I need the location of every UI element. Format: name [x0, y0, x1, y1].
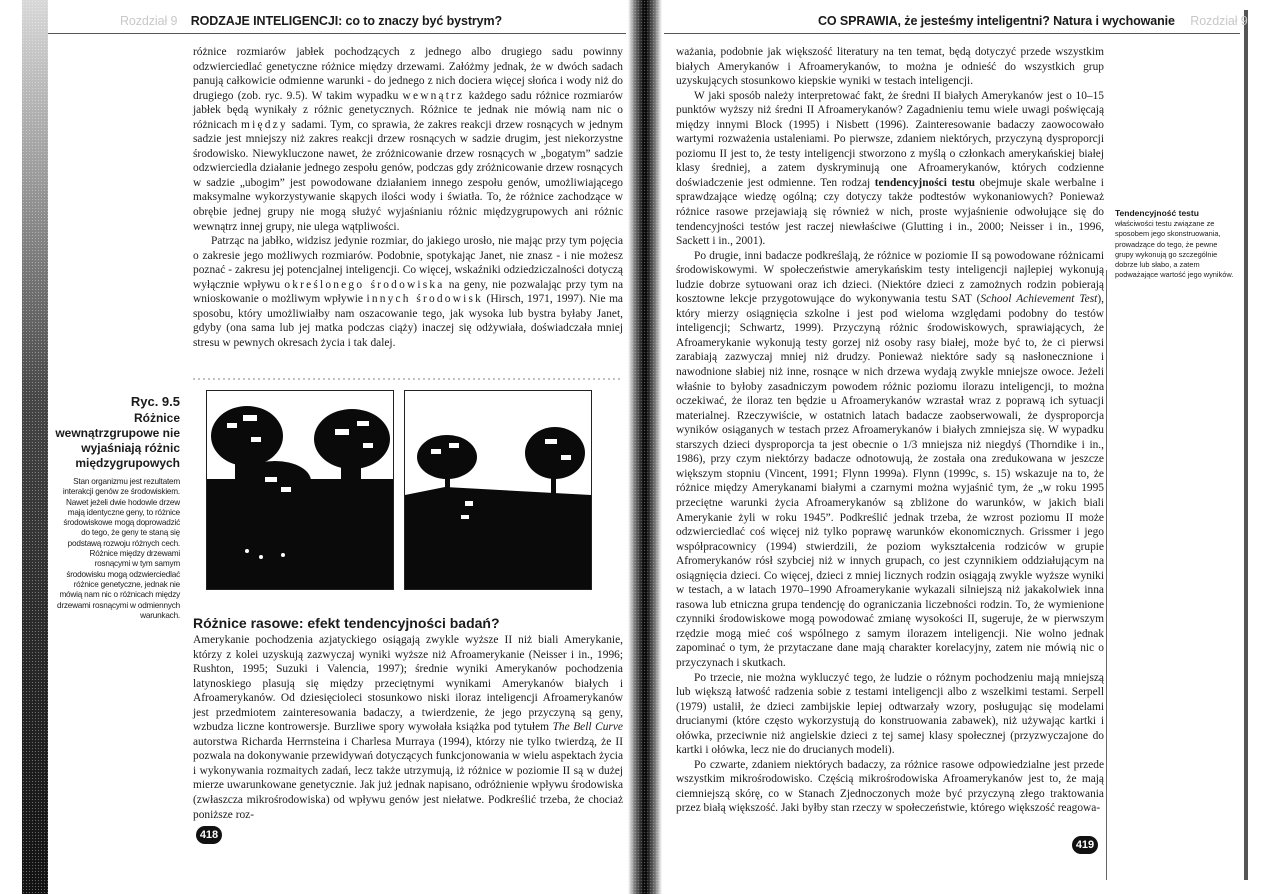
glossary-term: Tendencyjność testu [1115, 208, 1199, 218]
chapter-label: Rozdział 9 [1190, 14, 1248, 28]
glossary-term-inline: tendencyjności testu [874, 176, 975, 189]
running-header-left [120, 14, 502, 28]
section-heading: Różnice rasowe: efekt tendencyjności badań? [193, 615, 500, 631]
book-spine-gutter [628, 0, 662, 894]
header-rule-right [664, 33, 1240, 34]
tree-illustration-icon [207, 391, 393, 589]
emphasis-spaced: wewnątrz [402, 89, 465, 102]
left-page-body-top [193, 45, 623, 350]
right-page-body [676, 45, 1104, 816]
page-number-right: 419 [1072, 836, 1098, 854]
glossary-margin-rule [1106, 270, 1107, 880]
paragraph: różnice rozmiarów jabłek pochodzących z jednego albo drugiego sadu powinny odzwierciedlać genetyczne różnice między drzewami. Załóżmy jednak, że w dwóch sadach panują całkowicie odmienne warunki - do jednego z nich dociera więcej słońca i wody niż do drugiego (zob. ryc. 9.5). W takim wypadku wewnątrz każdego sadu różnice rozmiarów jabłek będą wynikały z różnic genetycznych. Różnice te jednak nie mówią nam nic o różnicach między sadami. Tym, co sprawia, że zakres reakcji drzew rosnących w jednym sadzie jest mniejszy niż zakres reakcji drzew rosnących w sadzie drugim, jest niekorzystne środowisko. Niewykluczone nawet, że zróżnicowanie drzew rosnących w „bogatym” sadzie odzwierciedla działanie jednego zespołu genów, podczas gdy zróżnicowanie drzew rosnących w sadzie „ubogim” jest powodowane działaniem innego zespołu genów, umożliwiającego maksymalne wykorzystywanie skąpych ilości wody i światła. To, że różnice zachodzące w obrębie jednej grupy nie mogą służyć wyjaśnianiu różnic międzygrupowych ani różnic wewnątrz innej grupy, nie ulega wątpliwości. [193, 46, 623, 233]
tree-illustration-icon [405, 391, 591, 589]
test-name: School Achievement Test [980, 293, 1098, 306]
left-page-body-bottom [193, 633, 623, 822]
paragraph: Patrząc na jabłko, widzisz jedynie rozmiar, do jakiego urosło, nie mając przy tym pojęcia o zakresie jego możliwych rozmiarów. Podobnie, spotykając Janet, nie znasz - i nie możesz poznać - zakresu jej potencjalnej inteligencji. Co więcej, wskaźniki odziedziczalności dotyczą wyłącznie wpływu określonego środowiska na geny, nie pozwalając przy tym na wnioskowanie o możliwym wpływie innych środowisk (Hirsch, 1971, 1997). Nie ma sposobu, który umożliwiałby nam oszacowanie tego, jak wysoka lub bystra byłaby Janet, gdyby (ona sama lub jej matka podczas ciąży) inaczej się odżywiała, doświadczała mniej stresu w pewnych okresach życia i tak dalej. [193, 235, 623, 349]
emphasis-spaced: między [241, 118, 288, 131]
emphasis-spaced: określonego środowiska [284, 278, 445, 291]
scan-left-edge-shadow [22, 0, 48, 894]
chapter-title: RODZAJE INTELIGENCJI: co to znaczy być bystrym? [190, 14, 503, 28]
glossary-box [1115, 208, 1235, 281]
section-title: CO SPRAWIA, że jesteśmy inteligentni? Natura i wychowanie [818, 14, 1175, 28]
paragraph: Po trzecie, nie można wykluczyć tego, że ludzie o różnym pochodzeniu mają mniejszą lub większą łatwość radzenia sobie z testami inteligencji albo z wszelkimi testami. Serpell (1979) ustalił, że dzieci zambijskie lepiej odtwarzały wzory, posługując się modelami drucianymi (które często wykorzystują do konstruowania zabawek), niż używając kartki i ołówka, przeciwnie niż angielskie dzieci z tej samej klasy społecznej (przyzwyczajone do kartki i ołówka, lecz nie do drucianych modeli). [676, 671, 1104, 757]
paragraph: ważania, podobnie jak większość literatury na ten temat, będą dotyczyć przede wszystkim białych Amerykanów i Afroamerykanów, to można je odnieść do wszystkich grup uzyskujących stosunkowo kiepskie wyniki w testach inteligencji. [676, 46, 1104, 88]
poor-orchard-illustration [404, 390, 592, 590]
emphasis-spaced: innych środowisk [366, 293, 484, 306]
chapter-label: Rozdział 9 [120, 14, 178, 28]
paragraph: W jaki sposób należy interpretować fakt, że średni II białych Amerykanów jest o 10–15 punktów wyższy niż średni II Afroamerykanów? Zagadnieniu temu wiele uwagi poświęcają między innymi Block (1995) i Nisbett (1996). Zainteresowanie badaczy zaowocowało wartymi rozważenia ustaleniami. Po pierwsze, zdaniem niektórych, przyczyną dysproporcji poziomu II jest to, że testy inteligencji stworzono z myślą o członkach amerykańskiej białej klasy średniej, a zatem dyskryminują one Afroamerykanów, których codzienne doświadczenie jest odmienne. Ten rodzaj tendencyjności testu obejmuje skale werbalne i sprawdzające wiedzę ogólną; czy dotyczy także podtestów wykonaniowych? Ponieważ różnice rasowe przejawiają się również w nich, proste wyjaśnienie odwołujące się do tendencyjności testów jest raczej niewłaściwe (Glutting i in., 2000; Neisser i in., 1996, Sackett i in., 2001). [676, 89, 1104, 248]
figure-number: Ryc. 9.5 [130, 394, 180, 409]
figure-caption-text: Stan organizmu jest rezultatem interakcji genów ze środowiskiem. Nawet jeżeli dwie hodowle drzew mają identyczne geny, to różnice środowiskowe mogą doprowadzić do tego, że geny te staną się podstawą rozwoju różnych cech. Różnice między drzewami rosnącymi w tym samym środowisku mogą odzwierciedlać różnice genetyczne, jednak nie mówią nam nic o różnicach między drzewami rosnącymi w odmiennych warunkach. [56, 477, 180, 620]
figure-caption [54, 394, 180, 621]
running-header-right [818, 14, 1248, 28]
book-title: The Bell Curve [552, 721, 623, 734]
scan-right-edge [1244, 10, 1248, 880]
header-rule-left [48, 33, 626, 34]
figure-title: Różnice wewnątrzgrupowe nie wyjaśniają różnic międzygrupowych [55, 411, 180, 470]
paragraph: Po czwarte, zdaniem niektórych badaczy, za różnice rasowe odpowiedzialne jest przede wszystkim mikrośrodowisko. Częścią mikrośrodowiska Afroamerykanów jest to, że mają ciemniejszą skórę, co w Stanach Zjednoczonych może być przyczyną złego traktowania przez białą większość. Jaki byłby stan rzeczy w społeczeństwie, którego większość reagowa- [676, 758, 1104, 815]
figure-separator [193, 378, 621, 380]
paragraph: Po drugie, inni badacze podkreślają, że różnice w poziomie II są powodowane różnicami środowiskowymi. W społeczeństwie amerykańskim testy inteligencji najlepiej wykonują ludzie dobrze sytuowani oraz ich dzieci. (Niektóre dzieci z zamożnych rodzin pobierają kosztowne lekcje przygotowujące do wykonywania testu SAT (School Achievement Test), który mierzy osiągnięcia szkolne i jest pod wieloma względami podobny do testów inteligencji; Schwartz, 1999). Przyczyną różnic środowiskowych, sprawiających, że Afroamerykanie wykonują testy gorzej niż osoby rasy białej, może być to, że ci pierwsi zarabiają zazwyczaj mniej niż drudzy. Ponieważ niektóre sady są nasłonecznione i nawodnione słabiej niż inne, rosnące w nich drzewa wydają zwykle mniejsze owoce. Jeżeli właśnie to byłoby zasadniczym powodem różnic poziomu ilorazu inteligencji, to można oczekiwać, że iloraz ten będzie u Afroamerykanów wzrastał wraz z poprawą ich sytuacji materialnej. Rzeczywiście, w ostatnich latach badacze zaobserwowali, że dysproporcja wyników osiąganych w testach przez Afroamerykanów i białych zmniejsza się. W wypadku starszych dzieci dysproporcja ta jest obecnie o 1/3 mniejsza niż niegdyś (Thorndike i in., 1986), przy czym niektórzy badacze odnotowują, że została ona zredukowana w jeszcze większym stopniu (Vincent, 1991; Flynn 1999a). Flynn (1999c, s. 15) wskazuje na to, że różnice między Amerykanami białymi a czarnymi można wyjaśnić tym, że „w roku 1995 przeciętne warunki życia Afroamerykanów są zbliżone do warunków, w jakich biali Amerykanie żyli w roku 1945”. Podkreślić jednak trzeba, że wzrost poziomu II może odzwierciedlać coś więcej niż tylko poprawę warunków ekonomicznych. Grissmer i jego współpracownicy (1994) stwierdzili, że poziom wykształcenia rodziców w grupie Afromerykanów rósł szybciej niż w innych grupach, co jest czynnikiem oddziałującym na osiągnięcia dzieci. Co więcej, dzieci z mniej licznych rodzin osiągają zwykle wyższe wyniki w testach, a w latach 1970–1990 Afroamerykanie wykazali silniejszą niż jakakolwiek inna rasowa lub etniczna grupa tendencję do ograniczania liczebności rodzin. To, że wymienione czynniki środowiskowe mogą powodować zmianę wysokości II, sugeruje, że w pierwszym rzędzie mogą mieć coś wspólnego z samym ilorazem inteligencji. Nie wolno jednak zapominać o tym, że przytaczane dane mają charakter korelacyjny, zatem nie mówią nic o przyczynach i skutkach. [676, 249, 1104, 669]
page-number-left: 418 [196, 826, 222, 844]
glossary-definition: właściwości testu związane ze sposobem jego skonstruowania, prowadzące do tego, że pewne grupy wykonują go szczególnie dobrze lub słabo, a zatem podważające wartość jego wyników. [1115, 219, 1234, 280]
paragraph: Amerykanie pochodzenia azjatyckiego osiągają zwykle wyższe II niż biali Amerykanie, którzy z kolei uzyskują zazwyczaj wyniki wyższe niż Afroamerykanie (Neisser i in., 1996; Rushton, 1995; Suzuki i Valencia, 1997); średnie wyniki Amerykanów pochodzenia latynoskiego plasują się między przeciętnymi wynikami Amerykanów białych i Afroamerykanów. Od dziesięcioleci stosunkowo niski iloraz inteligencji Afroamerykanów jest przedmiotem zainteresowania badaczy, a twierdzenie, że jego przyczyną są geny, wzbudza liczne kontrowersje. Burzliwe spory wywołała książka pod tytułem The Bell Curve autorstwa Richarda Herrnsteina i Charlesa Murraya (1994), którzy nie tylko twierdzą, że II pozwala na dokonywanie przewidywań dotyczących funkcjonowania w wielu aspektach życia i wykonywania rozmaitych zadań, lecz także utrzymują, iż różnice w poziomie II są w dużej mierze uwarunkowane genetycznie. Jak już jednak napisano, odróżnienie wpływu środowiska (zwłaszcza mikrośrodowiska) od wpływu genów jest niełatwe. Podkreślić trzeba, że chociaż poniższe roz- [193, 634, 623, 821]
rich-orchard-illustration [206, 390, 394, 590]
